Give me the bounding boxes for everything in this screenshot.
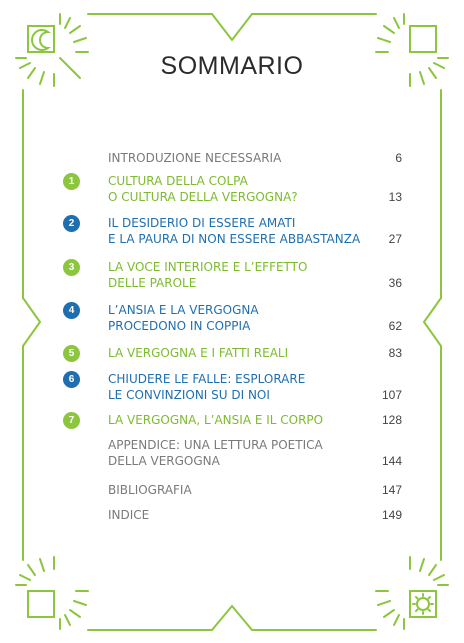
toc-page-number: 147 <box>381 483 402 497</box>
toc-entry-title-line: O CULTURA DELLA VERGOGNA? <box>108 190 298 204</box>
toc-page-number: 144 <box>381 454 402 468</box>
toc-page-number: 27 <box>388 232 402 246</box>
toc-entry-title-line: L’ANSIA E LA VERGOGNA <box>108 303 259 317</box>
toc-page-number: 13 <box>388 190 402 204</box>
toc-entry-title-line: BIBLIOGRAFIA <box>108 483 192 497</box>
toc-entry-title-line: LE CONVINZIONI SU DI NOI <box>108 388 270 402</box>
toc-entry-title-line: APPENDICE: UNA LETTURA POETICA <box>108 438 323 452</box>
chapter-number-badge: 2 <box>63 215 80 232</box>
toc-entry-title-line: IL DESIDERIO DI ESSERE AMATI <box>108 216 296 230</box>
page-title: SOMMARIO <box>160 52 304 80</box>
toc-entry-title-line: LA VERGOGNA E I FATTI REALI <box>108 346 289 360</box>
toc-page-number: 62 <box>388 319 402 333</box>
toc-entry-title-line: CULTURA DELLA COLPA <box>108 174 248 188</box>
toc-entry-title-line: INDICE <box>108 508 150 522</box>
chapter-number-badge: 3 <box>63 259 80 276</box>
toc-page-number: 107 <box>381 388 402 402</box>
toc-page-number: 149 <box>381 508 402 522</box>
toc-entry-title-line: INTRODUZIONE NECESSARIA <box>108 151 282 165</box>
toc-entry-title-line: E LA PAURA DI NON ESSERE ABBASTANZA <box>108 232 361 246</box>
chapter-number-badge: 4 <box>63 302 80 319</box>
chapter-number-badge: 5 <box>63 345 80 362</box>
toc-entry-title-line: DELLE PAROLE <box>108 276 197 290</box>
toc-entry-title-line: LA VOCE INTERIORE E L’EFFETTO <box>108 260 308 274</box>
toc-entry-title-line: CHIUDERE LE FALLE: ESPLORARE <box>108 372 306 386</box>
chapter-number-badge: 7 <box>63 412 80 429</box>
toc-entry-title-line: PROCEDONO IN COPPIA <box>108 319 251 333</box>
toc-page-number: 128 <box>381 413 402 427</box>
toc-entry-title-line: DELLA VERGOGNA <box>108 454 220 468</box>
chapter-number-badge: 1 <box>63 173 80 190</box>
toc-page-number: 6 <box>395 151 402 165</box>
chapter-number-badge: 6 <box>63 371 80 388</box>
toc-page-number: 83 <box>388 346 402 360</box>
toc-page-number: 36 <box>388 276 402 290</box>
toc-entry-title-line: LA VERGOGNA, L’ANSIA E IL CORPO <box>108 413 324 427</box>
